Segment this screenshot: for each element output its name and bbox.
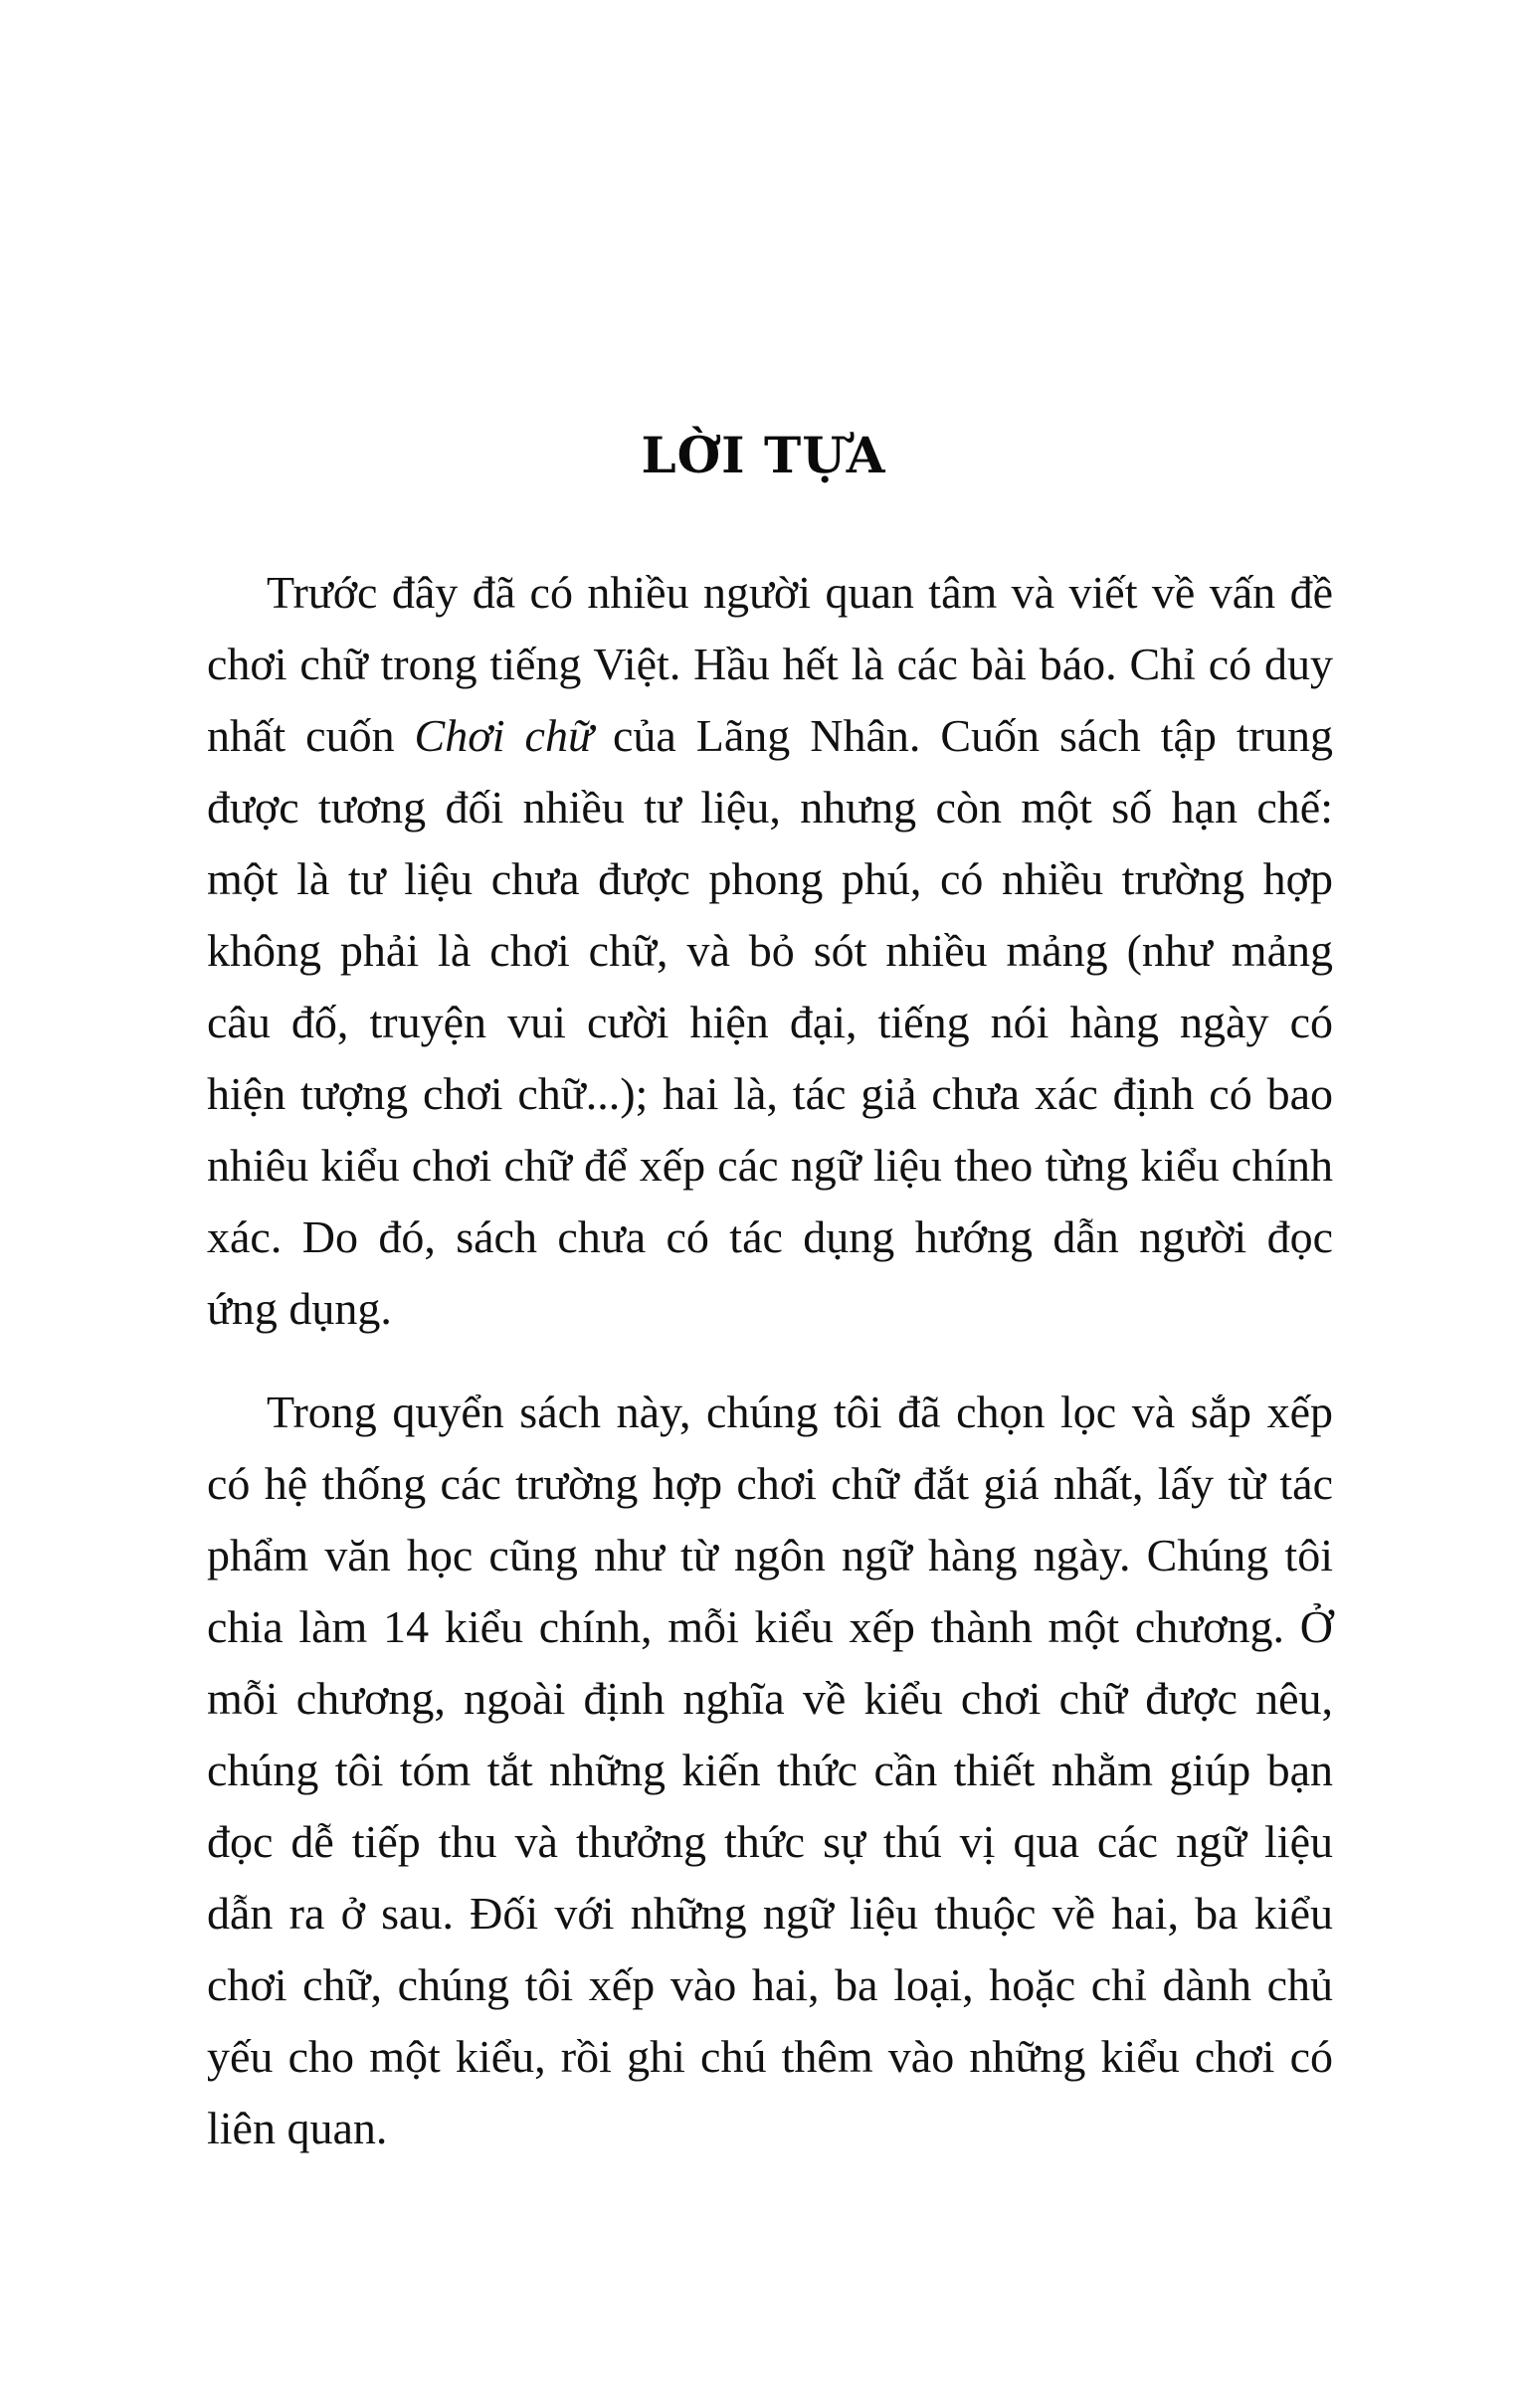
text-fragment: nhất cuốn <box>207 710 415 761</box>
text-line: Trong quyển sách này, chúng tôi đã chọn lọc và sắp xếp <box>267 1387 1333 1437</box>
paragraph-1 <box>207 557 1333 1345</box>
text-line: dẫn ra ở sau. Đối với những ngữ liệu thuộc về hai, ba kiểu <box>207 1888 1333 1939</box>
text-line: xác. Do đó, sách chưa có tác dụng hướng dẫn người đọc <box>207 1211 1333 1262</box>
text-line: câu đố, truyện vui cười hiện đại, tiếng nói hàng ngày có <box>207 997 1333 1047</box>
text-line: được tương đối nhiều tư liệu, nhưng còn một số hạn chế: <box>207 782 1333 833</box>
text-line: liên quan. <box>207 2103 388 2153</box>
text-line: đọc dễ tiếp thu và thưởng thức sự thú vị qua các ngữ liệu <box>207 1816 1333 1867</box>
text-line-with-book-title <box>207 700 1333 772</box>
text-line: một là tư liệu chưa được phong phú, có nhiều trường hợp <box>207 853 1333 904</box>
text-line: chơi chữ, chúng tôi xếp vào hai, ba loại, hoặc chỉ dành chủ <box>207 1959 1333 2010</box>
text-line: Trước đây đã có nhiều người quan tâm và viết về vấn đề <box>267 567 1333 618</box>
text-line: mỗi chương, ngoài định nghĩa về kiểu chơi chữ được nêu, <box>207 1673 1333 1724</box>
text-line: nhiêu kiểu chơi chữ để xếp các ngữ liệu theo từng kiểu chính <box>207 1140 1333 1191</box>
book-title-italic: Chơi chữ <box>414 710 594 761</box>
text-line: không phải là chơi chữ, và bỏ sót nhiều mảng (như mảng <box>207 925 1333 976</box>
text-line: hiện tượng chơi chữ...); hai là, tác giả chưa xác định có bao <box>207 1068 1333 1119</box>
text-line: ứng dụng. <box>207 1283 392 1334</box>
paragraph-2 <box>207 1377 1333 2164</box>
text-line: yếu cho một kiểu, rồi ghi chú thêm vào những kiểu chơi có <box>207 2031 1333 2082</box>
text-line: phẩm văn học cũng như từ ngôn ngữ hàng ngày. Chúng tôi <box>207 1530 1333 1580</box>
text-line: chúng tôi tóm tắt những kiến thức cần thiết nhằm giúp bạn <box>207 1745 1333 1795</box>
text-line: chia làm 14 kiểu chính, mỗi kiểu xếp thành một chương. Ở <box>207 1601 1333 1652</box>
text-line: có hệ thống các trường hợp chơi chữ đắt giá nhất, lấy từ tác <box>207 1458 1333 1509</box>
text-line: chơi chữ trong tiếng Việt. Hầu hết là các bài báo. Chỉ có duy <box>207 639 1333 689</box>
text-fragment: của Lãng Nhân. Cuốn sách tập trung <box>593 710 1333 761</box>
page-title: LỜI TỰA <box>641 426 886 484</box>
